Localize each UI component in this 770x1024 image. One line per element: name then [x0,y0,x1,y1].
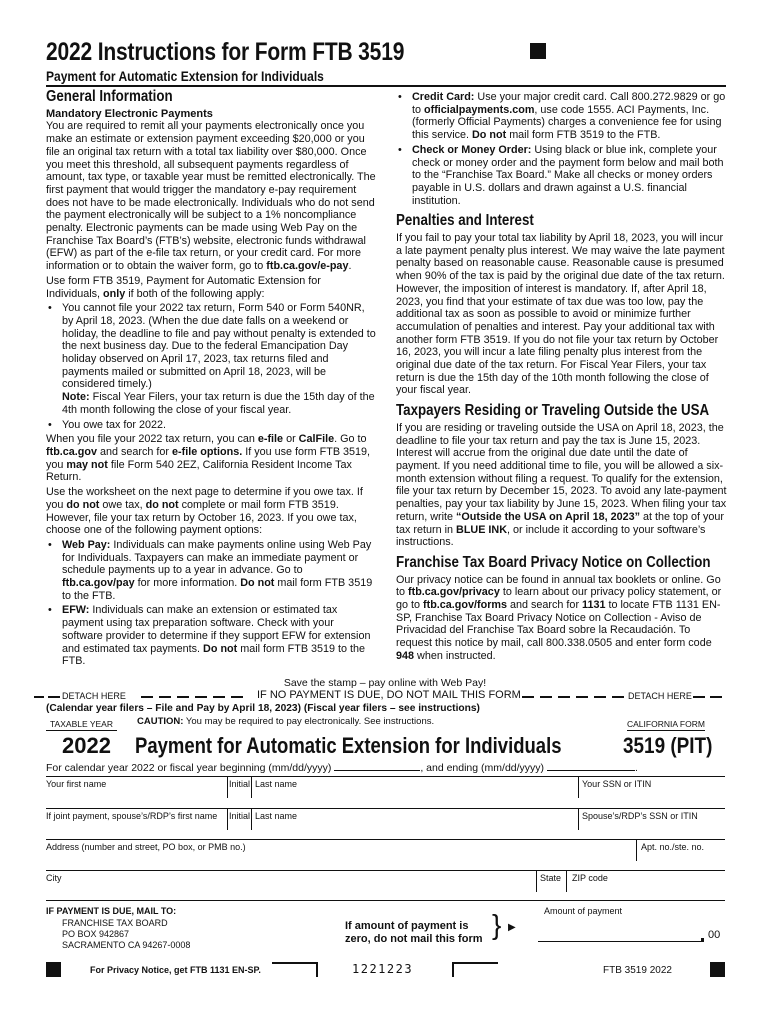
apt-label: Apt. no./ste. no. [641,842,705,852]
amount-field[interactable] [538,918,704,940]
privacy-heading: Franchise Tax Board Privacy Notice on Collection [396,553,711,571]
arrow-icon: ▶ [508,922,516,933]
calendar-note: (Calendar year filers – File and Pay by April 18, 2023) (Fiscal year filers – see instructions) [46,703,480,714]
mail-address-line1: FRANCHISE TAX BOARD [62,918,168,928]
pay-link[interactable]: ftb.ca.gov/pay [62,577,135,590]
spouse-first-name-label: If joint payment, spouse’s/RDP’s first name [46,811,218,821]
ftb-link[interactable]: ftb.ca.gov [46,445,97,458]
privacy-paragraph: Our privacy notice can be found in annual tax booklets or online. Go to ftb.ca.gov/privacy to learn about our privacy policy statement, or go to ftb.ca.gov/forms and search for 1131 to locate FTB 1131 EN-SP, Franchise Tax Board Privacy Notice on Collection - Aviso de Privacidad del Franchise Tax Board sobre la Recaudación. To request this notice by mail, call 800.338.0505 and enter form code 948 when instructed. [396,573,722,662]
outside-usa-paragraph: If you are residing or traveling outside the USA on April 18, 2023, the deadline to file your tax return and pay the tax is June 15, 2023. Interest will accrue from the original due date until the date of payment. If you need additional time to file, you will be allowed a six-month extension without filing a request. To qualify for the extension, file your tax return by December 15, 2023. To avoid any late-payment penalties, pay your tax liability by June 15, 2023. When filing your tax return, write “Outside the USA on April 18, 2023” at the top of your tax return in BLUE INK, or include it according to your software’s instructions. [396,421,727,549]
california-form-label: CALIFORNIA FORM [627,719,705,729]
scan-bracket-left [272,962,318,977]
privacy-footer: For Privacy Notice, get FTB 1131 EN-SP. [90,965,261,975]
page-title: 2022 Instructions for Form FTB 3519 [46,38,405,66]
voucher-form-number: 3519 (PIT) [623,733,713,758]
address-label: Address (number and street, PO box, or PMB no.) [46,842,246,852]
first-name-field[interactable] [46,790,226,808]
zero-amount-notice: If amount of payment is zero, do not mail this form [345,920,483,945]
outside-usa-heading: Taxpayers Residing or Traveling Outside the USA [396,402,710,420]
save-stamp-text: Save the stamp – pay online with Web Pay! [283,677,487,689]
page-subtitle: Payment for Automatic Extension for Individuals [46,68,324,84]
header-rule [46,85,726,87]
epay-link[interactable]: ftb.ca.gov/e-pay [266,260,349,273]
corner-mark-right [710,962,725,977]
spouse-initial-label: Initial [229,811,251,821]
city-label: City [46,873,62,883]
barcode-number: 1221223 [352,962,414,976]
privacy-link[interactable]: ftb.ca.gov/privacy [408,586,500,599]
worksheet-paragraph: Use the worksheet on the next page to determine if you owe tax. If you do not owe tax, do not complete or mail form FTB 3519. However, file your tax return by October 16, 2023. If you owe tax, choose one of the following payment options: [46,486,363,537]
first-name-label: Your first name [46,779,107,789]
registration-mark [530,43,546,59]
left-column [46,88,376,670]
spouse-ssn-label: Spouse’s/RDP’s SSN or ITIN [582,811,698,821]
brace-arrow-icon: } [492,909,502,940]
last-name-label: Last name [255,779,298,789]
penalties-heading: Penalties and Interest [396,212,534,230]
spouse-last-name-label: Last name [255,811,298,821]
when-file-paragraph: When you file your 2022 tax return, you can e-file or CalFile. Go to ftb.ca.gov and search for e-file options. If you use form FTB 3519, you may not file Form 540 2EZ, California Resident Income Tax Return. [46,433,371,484]
detach-here-left: DETACH HERE [62,691,126,701]
mandatory-heading: Mandatory Electronic Payments [46,107,213,120]
bullet-webpay: • Web Pay: Individuals can make payments online using Web Pay for Individuals. Taxpayers can make an immediate payment or schedule payments up to a year in advance. Go to ftb.ca.gov/pay for more information. Do not mail form FTB 3519 to the FTB. [48,538,373,602]
mail-address-line2: PO BOX 942867 [62,929,130,939]
mail-address-line3: SACRAMENTO CA 94267-0008 [62,940,191,950]
detach-here-right: DETACH HERE [628,691,692,701]
bullet-credit-card: • Credit Card: Use your major credit card. Call 800.272.9829 or go to officialpayments.com, use code 1555. ACI Payments, Inc. (formerly Official Payments) charges a convenience fee for using this service. Do not mail form FTB 3519 to the FTB. [398,91,726,142]
voucher-year: 2022 [62,733,111,758]
taxable-year-label: TAXABLE YEAR [46,719,117,731]
bullet-check: • Check or Money Order: Using black or blue ink, complete your check or money order and the payment form below and mail both to the “Franchise Tax Board.” Make all checks or money orders payable in U.S. dollars and drawn against a U.S. financial institution. [398,143,724,207]
amount-label: Amount of payment [544,906,623,916]
ssn-field[interactable] [580,790,725,808]
officialpayments-link[interactable]: officialpayments.com [424,103,535,116]
bullet-cannot-file: • You cannot file your 2022 tax return, Form 540 or Form 540NR, by April 18, 2023. (When the due date falls on a weekend or holiday, the deadline to file and pay without penalty is extended to the next business day. Due to the federal Emancipation Day holiday observed on April 17, 2023, tax returns filed and payments mailed or submitted on April 18, 2023, will be considered timely.) Note: Fiscal Year Filers, your tax return is due the 15th day of the 4th month following the close of your fiscal year. [48,302,376,416]
mail-to-heading: IF PAYMENT IS DUE, MAIL TO: [46,906,177,916]
ssn-label: Your SSN or ITIN [582,779,652,789]
scan-bracket-right [452,962,498,977]
state-label: State [540,873,562,883]
corner-mark-left [46,962,61,977]
bullet-owe-tax: • You owe tax for 2022. [48,418,167,431]
footer-form-label: FTB 3519 2022 [603,965,672,976]
amount-cents: 00 [708,929,721,941]
general-information-heading: General Information [46,88,173,105]
no-payment-notice: IF NO PAYMENT IS DUE, DO NOT MAIL THIS FORM [257,689,521,701]
bullet-efw: • EFW: Individuals can make an extension or estimated tax payment using tax preparation software. Check with your software provider to determine if they support EFW for extension and estimated tax payments. Do not mail form FTB 3519 to the FTB. [48,604,371,668]
zip-label: ZIP code [572,873,608,883]
initial-label: Initial [229,779,251,789]
mandatory-paragraph: You are required to remit all your payments electronically once you make an estimate or extension payment exceeding $20,000 or you file an original tax return with a total tax liability over $80,000. Once you meet this threshold, all subsequent payments regardless of amount, tax type, or taxable year must be remitted electronically. The first payment that would trigger the mandatory e-pay requirement does not have to be made electronically. Individuals who do not send the payment electronically will be subject to a 1% noncompliance penalty. Electronic payments can be made using Web Pay on the Franchise Tax Board’s (FTB’s) website, electronic funds withdrawal (EFW) as part of the e-file tax return, or your credit card. For more information or to obtain the waiver form, go to ftb.ca.gov/e-pay. [46,120,376,273]
voucher-title: Payment for Automatic Extension for Individuals [135,733,562,758]
use-form-paragraph: Use form FTB 3519, Payment for Automatic Extension for Individuals, only if both of the following apply: [46,274,321,300]
forms-link[interactable]: ftb.ca.gov/forms [423,599,508,612]
fiscal-year-line: For calendar year 2022 or fiscal year beginning (mm/dd/yyyy) , and ending (mm/dd/yyyy) . [46,762,638,774]
caution-line: CAUTION: You may be required to pay electronically. See instructions. [137,716,435,727]
right-column [396,91,728,665]
penalties-paragraph: If you fail to pay your total tax liability by April 18, 2023, you will incur a late payment penalty plus interest. We may waive the late payment penalty based on reasonable cause. Reasonable cause is presumed when 90% of the tax is paid by the original due date of the tax return. However, the imposition of interest is mandatory. If, after April 18, 2023, you find that your estimate of tax due was too low, pay the additional tax as soon as possible to avoid or minimize further accumulation of penalties and interest. Pay your additional tax with another form FTB 3519. If you do not file your tax return by October 16, 2023, you will incur a late filing penalty plus interest from the original due date of the tax return. For Fiscal Year Filers, your tax return is due the 15th day of the 10th month following the close of your fiscal year. [396,232,725,397]
